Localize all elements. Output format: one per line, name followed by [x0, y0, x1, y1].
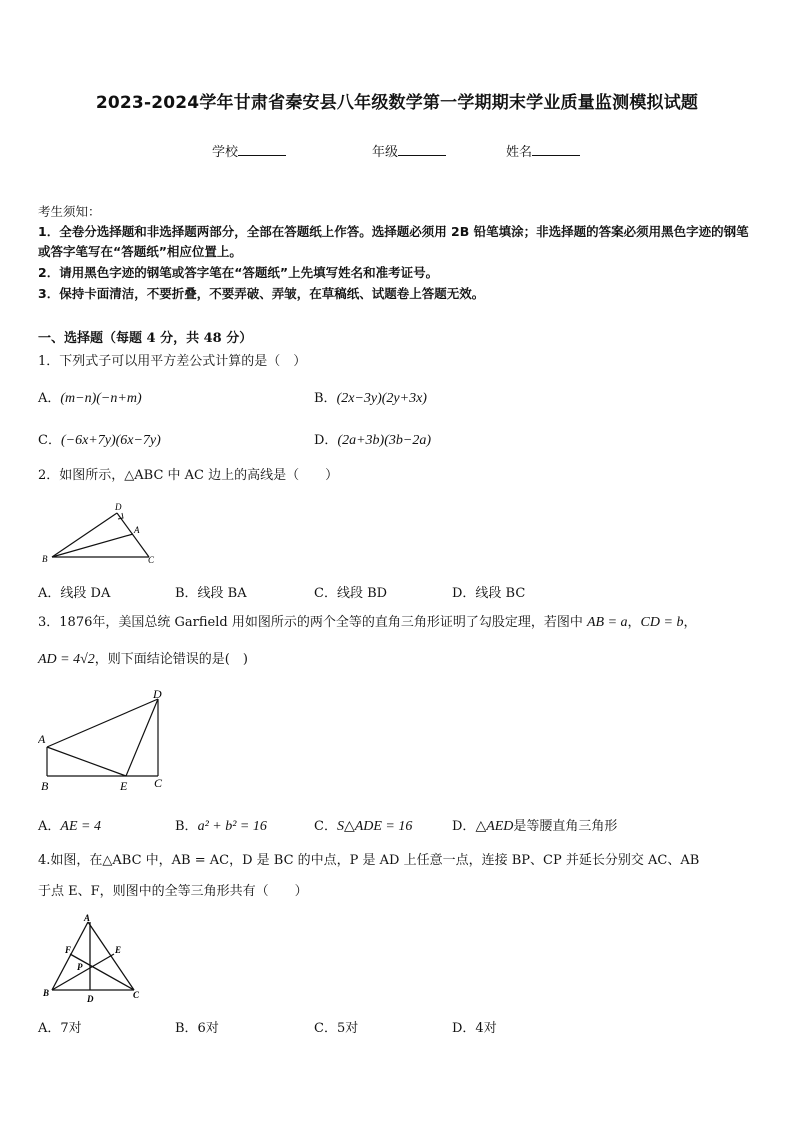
segment-bd [52, 513, 117, 557]
page-title: 2023-2024学年甘肃省秦安县八年级数学第一学期期末学业质量监测模拟试题 [95, 93, 699, 113]
option-label: C． [314, 819, 337, 834]
label-a: A [134, 525, 140, 535]
grade-field [372, 141, 446, 160]
q4-stem-line2: 于点 E、F，则图中的全等三角形共有（ ） [38, 884, 308, 899]
option-label: C． [38, 433, 61, 448]
label-c: C [148, 555, 155, 565]
q2-option-d: D．线段 BC [452, 586, 526, 601]
q3-option-d [452, 815, 617, 835]
option-expr: (m−n)(−n+m) [60, 391, 142, 406]
q4-stem-line1: 4.如图，在△ABC 中，AB = AC，D 是 BC 的中点，P 是 AD 上任意一点，连接 BP、CP 并延长分别交 AC、AB [38, 853, 700, 868]
q3-stem-line2 [38, 649, 758, 671]
q2-stem: 2．如图所示，△ABC 中 AC 边上的高线是（ ） [38, 468, 339, 483]
option-expr: AE = 4 [60, 819, 101, 834]
name-label: 姓名 [506, 145, 533, 160]
q3-cond-ab: AB = a [586, 615, 628, 630]
grade-label: 年级 [372, 145, 399, 160]
q4-option-c: C．5对 [314, 1021, 359, 1036]
q1-option-c [38, 429, 161, 449]
notice-heading: 考生须知： [38, 204, 101, 219]
notice-item-2: 2．请用黑色字迹的钢笔或答字笔在“答题纸”上先填写姓名和准考证号。 [38, 265, 439, 280]
option-label: B． [175, 819, 198, 834]
q2-option-a: A．线段 DA [38, 586, 111, 601]
q4-option-b: B．6对 [175, 1021, 219, 1036]
q4-option-a: A．7对 [38, 1021, 82, 1036]
q3-option-b [175, 815, 267, 835]
option-expr: a² + b² = 16 [197, 819, 267, 834]
label-c: C [133, 990, 140, 1000]
option-label: D． [314, 433, 338, 448]
q3-option-a [38, 815, 101, 835]
segment-ae [47, 747, 126, 776]
option-label: A． [38, 819, 61, 834]
option-label: B． [314, 391, 337, 406]
option-label: A． [38, 391, 61, 406]
option-expr: (−6x+7y)(6x−7y) [60, 433, 161, 448]
option-expr: △AED [475, 819, 514, 834]
q3-tail: ， [683, 615, 697, 630]
q3-cond-cd: CD = b [640, 615, 684, 630]
label-d: D [87, 994, 94, 1004]
q3-option-c [314, 815, 412, 835]
option-tail: 是等腰直角三角形 [513, 819, 618, 834]
q3-stem-tail: ，则下面结论错误的是( ) [94, 652, 248, 667]
q1-option-d [314, 429, 431, 449]
label-a: A [38, 732, 46, 746]
q1-option-a [38, 387, 142, 407]
label-c: C [154, 776, 163, 790]
label-d: D [153, 687, 162, 701]
notice-item-3: 3．保持卡面清洁，不要折叠，不要弄破、弄皱，在草稿纸、试题卷上答题无效。 [38, 286, 485, 301]
q4-option-d: D．4对 [452, 1021, 497, 1036]
option-expr: (2x−3y)(2y+3x) [336, 391, 427, 406]
segment-cf [70, 954, 134, 990]
q3-sep: ， [627, 615, 641, 630]
school-field [212, 141, 286, 160]
label-e: E [115, 945, 122, 955]
q1-stem: 1．下列式子可以用平方差公式计算的是（ ） [38, 354, 307, 369]
label-e: E [120, 779, 128, 793]
option-expr: S△ADE = 16 [336, 819, 413, 834]
notice-item-1: 1．全卷分选择题和非选择题两部分，全部在答题纸上作答。选择题必须用 2B 铅笔填涂；非选择题的答案必须用黑色字迹的钢笔或答字笔写在“答题纸”相应位置上。 [38, 224, 749, 259]
school-blank [238, 143, 286, 156]
school-label: 学校 [212, 145, 239, 160]
q3-cond-ad: AD = 4√2 [38, 652, 95, 667]
q4-triangle-figure [38, 912, 148, 1007]
section-heading: 一、选择题（每题 4 分，共 48 分） [38, 331, 253, 346]
option-expr: (2a+3b)(3b−2a) [337, 433, 431, 448]
option-label: D． [452, 819, 476, 834]
label-b: B [43, 988, 50, 998]
q2-option-c: C．线段 BD [314, 586, 388, 601]
name-blank [532, 143, 580, 156]
segment-ba [52, 534, 133, 557]
q3-garfield-figure [38, 686, 173, 794]
q2-option-b: B．线段 BA [175, 586, 247, 601]
label-b: B [41, 779, 49, 793]
q3-stem-text: 3．1876年，美国总统 Garfield 用如图所示的两个全等的直角三角形证明了勾股定理，若图中 [38, 615, 583, 630]
q1-option-b [314, 387, 427, 407]
label-d: D [115, 502, 122, 512]
q2-triangle-figure [38, 500, 163, 568]
label-p: P [77, 962, 83, 972]
label-a: A [84, 913, 91, 923]
grade-blank [398, 143, 446, 156]
label-f: F [65, 945, 72, 955]
segment-dc [117, 513, 149, 557]
q3-stem-line1 [38, 612, 758, 634]
label-b: B [42, 554, 48, 564]
name-field [506, 141, 580, 160]
